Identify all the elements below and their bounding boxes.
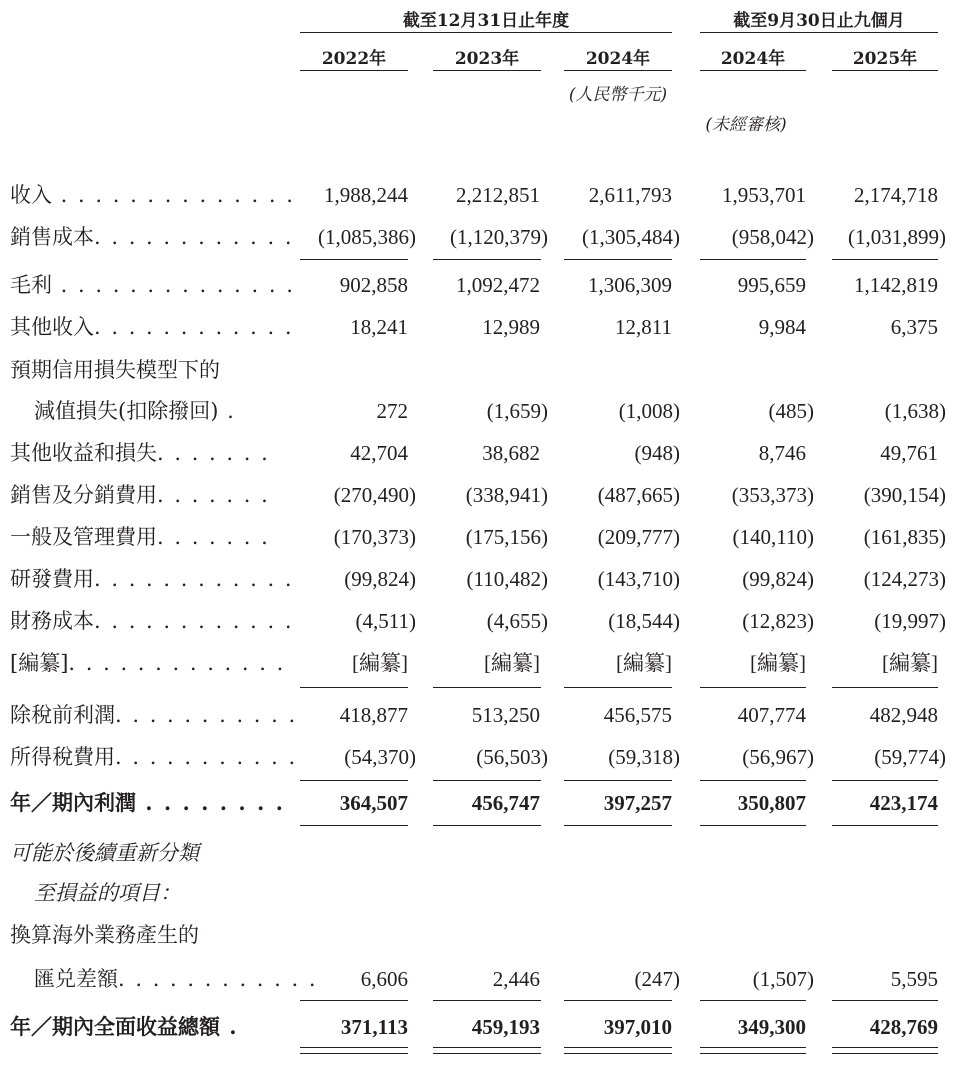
subtotal-rule-compiled xyxy=(832,687,938,688)
value-cell: 349,300 xyxy=(737,1015,806,1039)
row-label xyxy=(34,876,181,910)
table-row xyxy=(0,1010,960,1044)
value-cell: (487,665) xyxy=(597,483,680,507)
row-label xyxy=(34,394,236,428)
subtotal-rule-tax xyxy=(300,780,408,781)
row-label-text: 減值損失(扣除撥回) xyxy=(34,399,219,423)
total-double-rule xyxy=(564,1053,672,1054)
subtotal-rule-cost xyxy=(300,259,408,260)
subtotal-rule-cost xyxy=(700,259,806,260)
year-header-2024-nine-months: 2024年 xyxy=(720,49,786,69)
subtotal-rule-exchange xyxy=(564,1000,672,1001)
row-label xyxy=(10,918,199,952)
value-cell: (161,835) xyxy=(863,525,946,549)
value-cell: (12,823) xyxy=(742,609,814,633)
year-header-2022: 2022年 xyxy=(321,49,387,69)
row-label-text: 毛利 xyxy=(10,273,52,297)
value-cell: (338,941) xyxy=(465,483,548,507)
value-cell: [編纂] xyxy=(484,651,540,675)
row-label-text: 除稅前利潤 xyxy=(10,703,115,727)
value-cell: (958,042) xyxy=(731,225,814,249)
total-double-rule xyxy=(832,1053,938,1054)
value-cell: (1,638) xyxy=(884,399,946,423)
value-cell: 42,704 xyxy=(350,441,408,465)
dot-leader: . . . . . . . . . . . . . . xyxy=(52,183,295,207)
row-label-text: 年／期內全面收益總額 xyxy=(10,1014,220,1039)
row-label xyxy=(10,562,294,596)
value-cell: (56,967) xyxy=(742,745,814,769)
year-header-2025-nine-months: 2025年 xyxy=(852,49,918,69)
value-cell: 397,010 xyxy=(603,1015,672,1039)
value-cell: 2,446 xyxy=(492,967,540,991)
subtotal-rule-profit xyxy=(564,825,672,826)
value-cell: (59,774) xyxy=(874,745,946,769)
table-row xyxy=(0,353,960,387)
value-cell: (1,085,386) xyxy=(318,225,416,249)
year-rule-2025-nine-months xyxy=(832,70,938,71)
dot-leader: . . . . . . . . . . . . xyxy=(118,967,318,991)
row-label xyxy=(10,836,199,870)
table-row xyxy=(0,478,960,512)
table-row xyxy=(0,436,960,470)
total-double-rule xyxy=(433,1053,541,1054)
value-cell: 9,984 xyxy=(758,315,806,339)
value-cell: (4,511) xyxy=(355,609,416,633)
column-group-header-nine-months: 截至9月30日止九個月 xyxy=(733,11,905,31)
table-row xyxy=(0,220,960,254)
dot-leader: . . . . . . . . . . . . xyxy=(94,609,294,633)
value-cell: 482,948 xyxy=(869,703,938,727)
total-double-rule xyxy=(832,1047,938,1048)
row-label-text: 年／期內利潤 xyxy=(10,790,136,815)
row-label xyxy=(10,478,270,512)
dot-leader: . . . . . . . . xyxy=(136,790,285,815)
value-cell: [編纂] xyxy=(352,651,408,675)
table-row xyxy=(0,876,960,910)
value-cell: (124,273) xyxy=(863,567,946,591)
value-cell: 38,682 xyxy=(482,441,540,465)
row-label-text: 銷售成本 xyxy=(10,225,94,249)
value-cell: (56,503) xyxy=(476,745,548,769)
value-cell: 12,811 xyxy=(615,315,672,339)
value-cell: [編纂] xyxy=(750,651,806,675)
value-cell: 456,575 xyxy=(603,703,672,727)
row-label-text: [編纂] xyxy=(10,651,69,675)
subtotal-rule-tax xyxy=(832,780,938,781)
row-label xyxy=(10,786,285,820)
subtotal-rule-compiled xyxy=(700,687,806,688)
table-row xyxy=(0,604,960,638)
dot-leader: . . . . . . . . . . . . xyxy=(94,315,294,339)
value-cell: (1,008) xyxy=(618,399,680,423)
value-cell: 2,174,718 xyxy=(854,183,938,207)
subtotal-rule-exchange xyxy=(700,1000,806,1001)
subtotal-rule-cost xyxy=(564,259,672,260)
value-cell: (19,997) xyxy=(874,609,946,633)
row-label xyxy=(10,220,294,254)
value-cell: (99,824) xyxy=(742,567,814,591)
total-double-rule xyxy=(564,1047,672,1048)
subtotal-rule-exchange xyxy=(300,1000,408,1001)
row-label-text: 銷售及分銷費用 xyxy=(10,483,157,507)
group-rule-nine-months xyxy=(700,32,938,33)
value-cell: 371,113 xyxy=(340,1015,408,1039)
total-double-rule xyxy=(300,1053,408,1054)
dot-leader: . . . . . . . . . . . . . . xyxy=(52,273,295,297)
value-cell: [編纂] xyxy=(616,651,672,675)
value-cell: 423,174 xyxy=(869,791,938,815)
row-label-text: 收入 xyxy=(10,183,52,207)
value-cell: 1,092,472 xyxy=(456,273,540,297)
dot-leader: . . . . . . . . . . . xyxy=(115,703,298,727)
value-cell: 995,659 xyxy=(737,273,806,297)
row-label xyxy=(10,520,270,554)
row-label-text: 至損益的項目： xyxy=(34,881,181,905)
table-row xyxy=(0,836,960,870)
row-label-text: 所得稅費用 xyxy=(10,745,115,769)
value-cell: 18,241 xyxy=(350,315,408,339)
subtotal-rule-tax xyxy=(564,780,672,781)
row-label-text: 可能於後續重新分類 xyxy=(10,841,199,865)
value-cell: 459,193 xyxy=(471,1015,540,1039)
value-cell: 513,250 xyxy=(471,703,540,727)
row-label xyxy=(10,436,270,470)
value-cell: 8,746 xyxy=(758,441,806,465)
value-cell: 12,989 xyxy=(482,315,540,339)
row-label-text: 財務成本 xyxy=(10,609,94,633)
value-cell: (175,156) xyxy=(465,525,548,549)
subtotal-rule-tax xyxy=(700,780,806,781)
value-cell: 407,774 xyxy=(737,703,806,727)
value-cell: 6,375 xyxy=(890,315,938,339)
value-cell: [編纂] xyxy=(882,651,938,675)
row-label xyxy=(10,698,297,732)
row-label xyxy=(10,353,220,387)
row-label xyxy=(10,646,285,680)
table-row xyxy=(0,268,960,302)
value-cell: 397,257 xyxy=(603,791,672,815)
total-double-rule xyxy=(300,1047,408,1048)
value-cell: 350,807 xyxy=(737,791,806,815)
table-row xyxy=(0,394,960,428)
value-cell: (1,120,379) xyxy=(450,225,548,249)
dot-leader: . xyxy=(220,1014,239,1039)
value-cell: (18,544) xyxy=(608,609,680,633)
row-label xyxy=(10,740,297,774)
value-cell: (390,154) xyxy=(863,483,946,507)
dot-leader: . . . . . . . xyxy=(157,525,270,549)
row-label-text: 一般及管理費用 xyxy=(10,525,157,549)
dot-leader: . . . . . . . . . . . . xyxy=(94,225,294,249)
value-cell: (209,777) xyxy=(597,525,680,549)
table-row xyxy=(0,698,960,732)
value-cell: (170,373) xyxy=(333,525,416,549)
table-row xyxy=(0,562,960,596)
value-cell: 1,142,819 xyxy=(854,273,938,297)
subtotal-rule-cost xyxy=(433,259,541,260)
table-row xyxy=(0,962,960,996)
value-cell: 5,595 xyxy=(890,967,938,991)
value-cell: (4,655) xyxy=(486,609,548,633)
year-header-2023: 2023年 xyxy=(454,49,520,69)
row-label-text: 預期信用損失模型下的 xyxy=(10,358,220,382)
total-double-rule xyxy=(700,1047,806,1048)
value-cell: 2,611,793 xyxy=(588,183,672,207)
row-label xyxy=(10,178,295,212)
value-cell: (1,305,484) xyxy=(582,225,680,249)
subtotal-rule-exchange xyxy=(433,1000,541,1001)
value-cell: 902,858 xyxy=(339,273,408,297)
subtotal-rule-profit xyxy=(433,825,541,826)
value-cell: (270,490) xyxy=(333,483,416,507)
subtotal-rule-profit xyxy=(832,825,938,826)
group-rule-year-ended xyxy=(300,32,672,33)
value-cell: (1,507) xyxy=(752,967,814,991)
column-group-header-year-ended: 截至12月31日止年度 xyxy=(402,11,570,31)
value-cell: 1,953,701 xyxy=(722,183,806,207)
value-cell: (485) xyxy=(768,399,814,423)
total-double-rule xyxy=(433,1047,541,1048)
value-cell: (99,824) xyxy=(344,567,416,591)
value-cell: 1,306,309 xyxy=(588,273,672,297)
row-label-text: 匯兑差額 xyxy=(34,967,118,991)
year-header-2024: 2024年 xyxy=(585,49,651,69)
unaudited-note: (未經審核) xyxy=(705,115,787,135)
value-cell: (1,659) xyxy=(486,399,548,423)
total-double-rule xyxy=(700,1053,806,1054)
table-row xyxy=(0,918,960,952)
row-label-text: 其他收入 xyxy=(10,315,94,339)
value-cell: 2,212,851 xyxy=(456,183,540,207)
value-cell: (54,370) xyxy=(344,745,416,769)
value-cell: 418,877 xyxy=(339,703,408,727)
currency-note: (人民幣千元) xyxy=(568,85,668,105)
subtotal-rule-compiled xyxy=(300,687,408,688)
year-rule-2024-nine-months xyxy=(700,70,806,71)
subtotal-rule-cost xyxy=(832,259,938,260)
dot-leader: . . . . . . . . . . . . . xyxy=(68,651,286,675)
table-row xyxy=(0,786,960,820)
subtotal-rule-tax xyxy=(433,780,541,781)
value-cell: 49,761 xyxy=(880,441,938,465)
row-label xyxy=(10,1010,239,1044)
row-label-text: 換算海外業務產生的 xyxy=(10,923,199,947)
subtotal-rule-compiled xyxy=(564,687,672,688)
value-cell: 456,747 xyxy=(471,791,540,815)
value-cell: (1,031,899) xyxy=(848,225,946,249)
row-label-text: 其他收益和損失 xyxy=(10,441,157,465)
value-cell: 428,769 xyxy=(869,1015,938,1039)
table-row xyxy=(0,520,960,554)
row-label xyxy=(10,604,294,638)
value-cell: (143,710) xyxy=(597,567,680,591)
table-row xyxy=(0,740,960,774)
value-cell: (59,318) xyxy=(608,745,680,769)
year-rule-2024 xyxy=(564,70,672,71)
table-row xyxy=(0,310,960,344)
value-cell: (948) xyxy=(634,441,680,465)
row-label-text: 研發費用 xyxy=(10,567,94,591)
value-cell: 1,988,244 xyxy=(324,183,408,207)
subtotal-rule-exchange xyxy=(832,1000,938,1001)
year-rule-2022 xyxy=(300,70,408,71)
year-rule-2023 xyxy=(433,70,541,71)
subtotal-rule-profit xyxy=(700,825,806,826)
dot-leader: . . . . . . . xyxy=(157,483,270,507)
subtotal-rule-compiled xyxy=(433,687,541,688)
subtotal-rule-profit xyxy=(300,825,408,826)
table-row xyxy=(0,646,960,680)
value-cell: 272 xyxy=(376,399,408,423)
value-cell: (353,373) xyxy=(731,483,814,507)
dot-leader: . xyxy=(218,399,236,423)
value-cell: (140,110) xyxy=(732,525,814,549)
dot-leader: . . . . . . . . . . . xyxy=(115,745,298,769)
value-cell: (247) xyxy=(634,967,680,991)
dot-leader: . . . . . . . . . . . . xyxy=(94,567,294,591)
table-row xyxy=(0,178,960,212)
row-label xyxy=(10,268,295,302)
dot-leader: . . . . . . . xyxy=(157,441,270,465)
value-cell: (110,482) xyxy=(466,567,548,591)
row-label xyxy=(10,310,294,344)
value-cell: 364,507 xyxy=(339,791,408,815)
value-cell: 6,606 xyxy=(360,967,408,991)
